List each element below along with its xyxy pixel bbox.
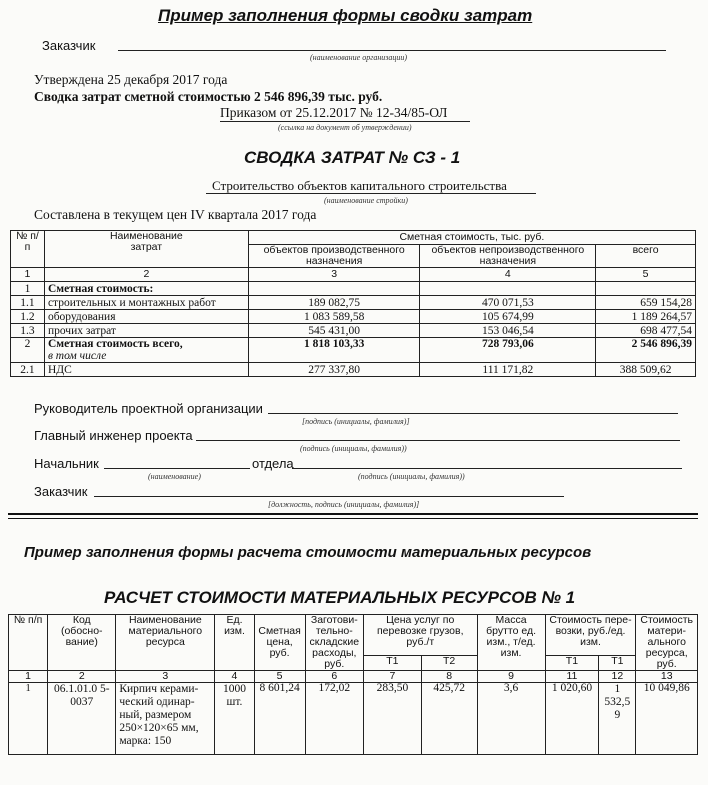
row-total: 1 189 264,57 xyxy=(596,310,696,324)
row-name: прочих затрат xyxy=(44,324,248,338)
m-hdr-t1c: Т1 xyxy=(599,656,636,671)
row-num: 2.1 xyxy=(11,363,45,377)
customer-label: Заказчик xyxy=(42,38,96,53)
boss-sign-line[interactable] xyxy=(292,468,682,469)
customer-caption: (наименование организации) xyxy=(310,53,408,62)
table-row xyxy=(11,310,696,324)
row-total: 659 154,28 xyxy=(596,296,696,310)
colnum: 5 xyxy=(596,268,696,282)
table-row xyxy=(11,296,696,310)
m-hdr-t1b: Т1 xyxy=(545,656,599,671)
m-row-price: 8 601,24 xyxy=(254,683,305,755)
m-row-mass: 3,6 xyxy=(477,683,545,755)
m-hdr-name: Наименование материального ресурса xyxy=(116,615,215,671)
summary-line: Сводка затрат сметной стоимостью 2 546 896,39 тыс. руб. xyxy=(34,89,383,104)
row-nonprod: 105 674,99 xyxy=(420,310,596,324)
approved-line: Утверждена 25 декабря 2017 года xyxy=(34,72,228,87)
m-row-name: Кирпич керами-ческий одинар-ный, размером 250×120×65 мм, марка: 150 xyxy=(116,683,215,755)
customer-sign-line[interactable] xyxy=(94,496,564,497)
row-name-main: Сметная стоимость всего, xyxy=(47,338,183,350)
boss-label: Начальник xyxy=(34,456,99,471)
m-colnum: 5 xyxy=(254,671,305,683)
m-colnum: 1 xyxy=(9,671,48,683)
m-hdr-price: Сметная цена, руб. xyxy=(254,615,305,671)
prices-line: Составлена в текущем цен IV квартала 2017 года xyxy=(34,207,317,222)
table-row xyxy=(9,683,698,755)
m-hdr-total: Стоимость матери-ального ресурса, руб. xyxy=(636,615,698,671)
colnum: 1 xyxy=(11,268,45,282)
chief-caption: (подпись (инициалы, фамилия)) xyxy=(300,444,407,453)
row-total: 698 477,54 xyxy=(596,324,696,338)
name-caption: (наименование) xyxy=(148,472,201,481)
boss-caption: (подпись (инициалы, фамилия)) xyxy=(358,472,465,481)
row-prod: 1 818 103,33 xyxy=(248,338,420,363)
form2-title: Пример заполнения формы расчета стоимости материальных ресурсов xyxy=(24,544,592,561)
row-nonprod: 728 793,06 xyxy=(420,338,596,363)
row-total xyxy=(596,282,696,296)
m-colnum: 4 xyxy=(215,671,254,683)
form1-title: Пример заполнения формы сводки затрат xyxy=(158,6,533,25)
m-hdr-mass: Масса брутто ед. изм., т/ед. изм. xyxy=(477,615,545,671)
row-name: оборудования xyxy=(44,310,248,324)
m-hdr-transport: Цена услуг по перевозке грузов, руб./т xyxy=(364,615,478,656)
cost-summary-table xyxy=(10,230,696,377)
hdr-name: Наименование затрат xyxy=(44,231,248,268)
divider xyxy=(8,513,698,515)
boss-name-line[interactable] xyxy=(104,468,250,469)
row-total: 388 509,62 xyxy=(596,363,696,377)
m-hdr-t2: Т2 xyxy=(421,656,477,671)
table-row xyxy=(11,282,696,296)
order-line: Приказом от 25.12.2017 № 12-34/85-ОЛ xyxy=(220,105,448,120)
materials-table xyxy=(8,614,698,755)
chief-label: Главный инженер проекта xyxy=(34,428,193,443)
construction-name: Строительство объектов капитального строительства xyxy=(212,178,507,193)
head-caption: [подпись (инициалы, фамилия)] xyxy=(302,417,410,426)
row-name: НДС xyxy=(44,363,248,377)
m-row-c2: 1 532,5 9 xyxy=(599,683,636,755)
hdr-prod: объектов производственного назначения xyxy=(248,245,420,268)
m-hdr-t1: Т1 xyxy=(364,656,422,671)
doc-title: СВОДКА ЗАТРАТ № СЗ - 1 xyxy=(244,148,461,167)
head-label: Руководитель проектной организации xyxy=(34,401,263,416)
colnum: 3 xyxy=(248,268,420,282)
row-num: 1.3 xyxy=(11,324,45,338)
row-num: 1 xyxy=(11,282,45,296)
order-line-rule xyxy=(220,121,470,122)
table-row xyxy=(11,338,696,363)
m-hdr-transport-cost: Стоимость пере-возки, руб./ед. изм. xyxy=(545,615,636,656)
m-hdr-unit: Ед. изм. xyxy=(215,615,254,671)
row-name-sub: в том числе xyxy=(47,350,107,362)
row-total: 2 546 896,39 xyxy=(596,338,696,363)
m-row-t1: 283,50 xyxy=(364,683,422,755)
hdr-total: всего xyxy=(596,245,696,268)
m-row-unit: 1000 шт. xyxy=(215,683,254,755)
m-row-storage: 172,02 xyxy=(305,683,363,755)
row-num: 2 xyxy=(11,338,45,363)
m-colnum: 6 xyxy=(305,671,363,683)
row-prod xyxy=(248,282,420,296)
m-colnum: 7 xyxy=(364,671,422,683)
m-row-code: 06.1.01.0 5-0037 xyxy=(48,683,116,755)
chief-sign-line[interactable] xyxy=(196,440,680,441)
m-row-num: 1 xyxy=(9,683,48,755)
row-prod: 1 083 589,58 xyxy=(248,310,420,324)
colnum: 2 xyxy=(44,268,248,282)
hdr-cost: Сметная стоимость, тыс. руб. xyxy=(248,231,695,245)
hdr-num: № п/п xyxy=(11,231,45,268)
m-colnum: 13 xyxy=(636,671,698,683)
row-prod: 545 431,00 xyxy=(248,324,420,338)
m-colnum: 11 xyxy=(545,671,599,683)
row-nonprod: 153 046,54 xyxy=(420,324,596,338)
customer-line[interactable] xyxy=(118,50,666,51)
row-name: Сметная стоимость: xyxy=(44,282,248,296)
customer-sign-caption: [должность, подпись (инициалы, фамилия)] xyxy=(268,500,420,509)
m-colnum: 3 xyxy=(116,671,215,683)
row-name: строительных и монтажных работ xyxy=(44,296,248,310)
order-caption: (ссылка на документ об утверждении) xyxy=(278,123,412,132)
m-row-t2: 425,72 xyxy=(421,683,477,755)
hdr-nonprod: объектов непроизводственного назначения xyxy=(420,245,596,268)
colnum: 4 xyxy=(420,268,596,282)
row-name xyxy=(44,338,248,363)
row-nonprod: 111 171,82 xyxy=(420,363,596,377)
row-prod: 277 337,80 xyxy=(248,363,420,377)
divider xyxy=(8,518,698,519)
dept-label: отдела xyxy=(252,456,294,471)
head-sign-line[interactable] xyxy=(268,413,678,414)
table-row xyxy=(11,363,696,377)
construction-caption: (наименование стройки) xyxy=(324,196,408,205)
m-row-total: 10 049,86 xyxy=(636,683,698,755)
row-nonprod xyxy=(420,282,596,296)
construction-line xyxy=(206,193,536,194)
m-hdr-storage: Заготови-тельно-складские расходы, руб. xyxy=(305,615,363,671)
row-num: 1.1 xyxy=(11,296,45,310)
m-row-c1: 1 020,60 xyxy=(545,683,599,755)
m-colnum: 8 xyxy=(421,671,477,683)
customer-sign-label: Заказчик xyxy=(34,484,88,499)
row-nonprod: 470 071,53 xyxy=(420,296,596,310)
row-prod: 189 082,75 xyxy=(248,296,420,310)
m-colnum: 2 xyxy=(48,671,116,683)
m-colnum: 9 xyxy=(477,671,545,683)
m-hdr-code: Код (обосно-вание) xyxy=(48,615,116,671)
form2-doc-title: РАСЧЕТ СТОИМОСТИ МАТЕРИАЛЬНЫХ РЕСУРСОВ № 1 xyxy=(104,588,576,607)
table-row xyxy=(11,324,696,338)
row-num: 1.2 xyxy=(11,310,45,324)
m-colnum: 12 xyxy=(599,671,636,683)
m-hdr-num: № п/п xyxy=(9,615,48,671)
